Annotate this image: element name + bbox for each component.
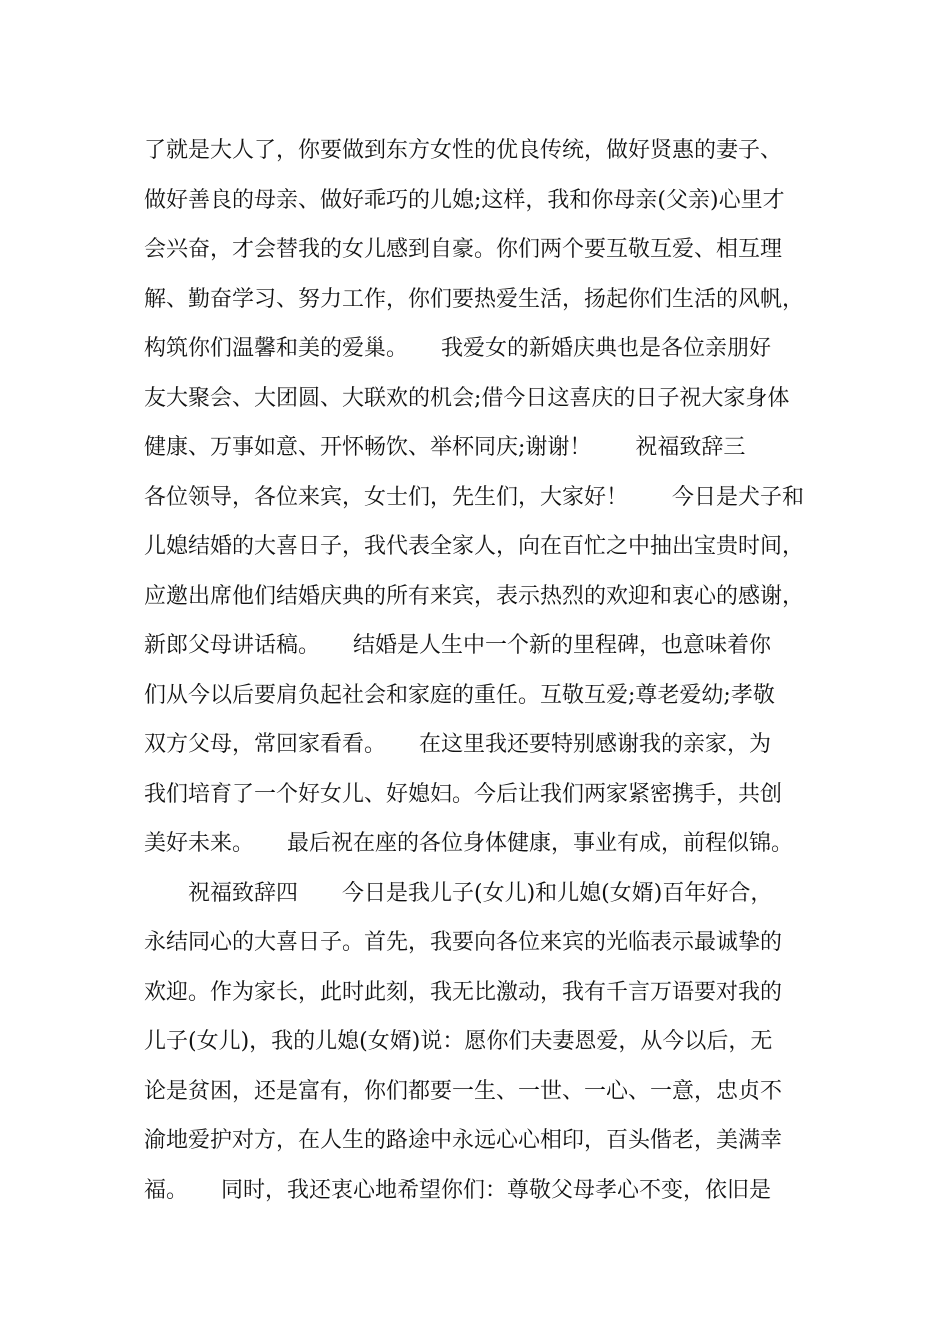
text-line: 福。 同时，我还衷心地希望你们：尊敬父母孝心不变，依旧是 — [144, 1177, 772, 1203]
text-line: 构筑你们温馨和美的爱巢。 我爱女的新婚庆典也是各位亲朋好 — [144, 336, 772, 361]
text-line: 友大聚会、大团圆、大联欢的机会;借今日这喜庆的日子祝大家身体 — [144, 385, 790, 411]
text-line: 美好未来。 最后祝在座的各位身体健康，事业有成，前程似锦。 — [144, 831, 794, 856]
body-text — [144, 126, 824, 1215]
text-line: 们从今以后要肩负起社会和家庭的重任。互敬互爱;尊老爱幼;孝敬 — [144, 682, 775, 708]
text-line: 渝地爱护对方，在人生的路途中永远心心相印，百头偕老，美满幸 — [144, 1128, 783, 1153]
text-line: 双方父母，常回家看看。 在这里我还要特别感谢我的亲家，为 — [144, 732, 772, 757]
text-line: 儿媳结婚的大喜日子，我代表全家人，向在百忙之中抽出宝贵时间， — [144, 534, 805, 559]
text-line: 健康、万事如意、开怀畅饮、举杯同庆;谢谢！ 祝福致辞三 — [144, 435, 746, 460]
text-line: 儿子(女儿)，我的儿媳(女婿)说：愿你们夫妻恩爱，从今以后，无 — [144, 1029, 773, 1054]
text-line: 永结同心的大喜日子。首先，我要向各位来宾的光临表示最诚挚的 — [144, 930, 783, 955]
text-line: 欢迎。作为家长，此时此刻，我无比激动，我有千言万语要对我的 — [144, 979, 783, 1005]
text-line: 会兴奋，才会替我的女儿感到自豪。你们两个要互敬互爱、相互理 — [144, 237, 783, 262]
text-line: 解、勤奋学习、努力工作，你们要热爱生活，扬起你们生活的风帆， — [144, 286, 805, 312]
text-line: 祝福致辞四 今日是我儿子(女儿)和儿媳(女婿)百年好合， — [144, 880, 773, 906]
text-line: 我们培育了一个好女儿、好媳妇。今后让我们两家紧密携手，共创 — [144, 781, 783, 807]
text-line: 应邀出席他们结婚庆典的所有来宾，表示热烈的欢迎和衷心的感谢， — [144, 583, 805, 609]
text-line: 了就是大人了，你要做到东方女性的优良传统，做好贤惠的妻子、 — [144, 138, 783, 163]
text-line: 各位领导，各位来宾，女士们，先生们，大家好！ 今日是犬子和 — [144, 484, 805, 510]
text-line: 论是贫困，还是富有，你们都要一生、一世、一心、一意，忠贞不 — [144, 1078, 783, 1104]
text-line: 做好善良的母亲、做好乖巧的儿媳;这样，我和你母亲(父亲)心里才 — [144, 187, 785, 213]
text-line: 新郎父母讲话稿。 结婚是人生中一个新的里程碑，也意味着你 — [144, 633, 772, 658]
